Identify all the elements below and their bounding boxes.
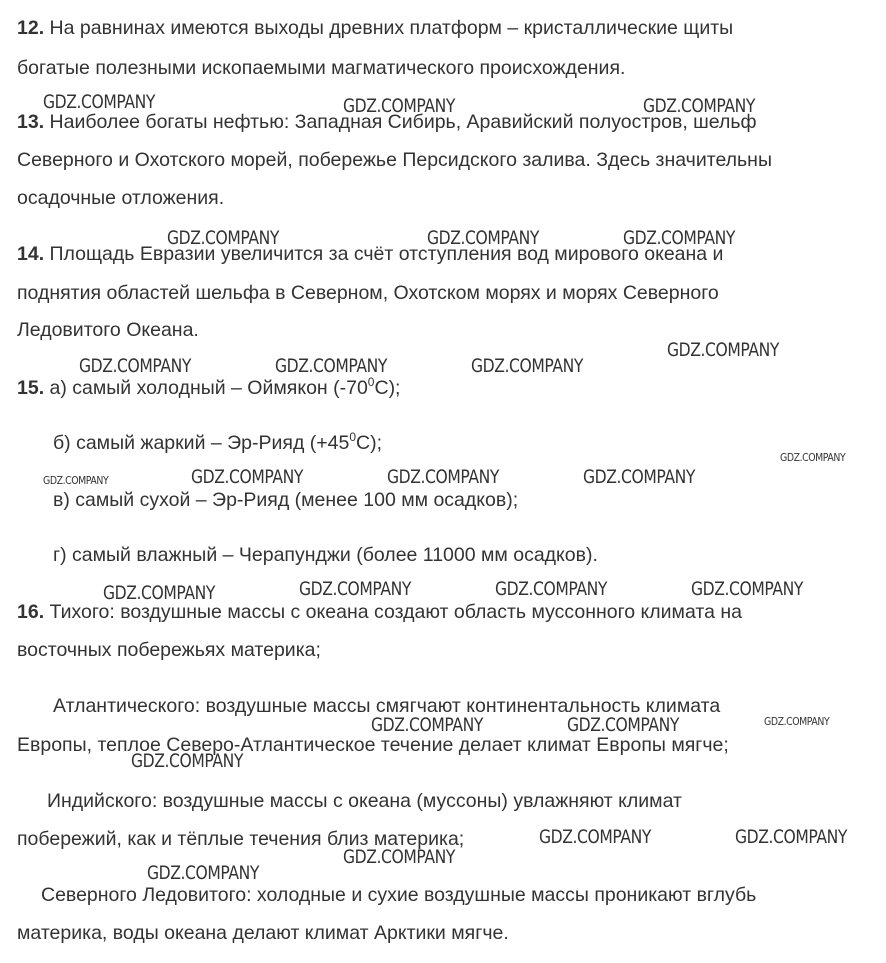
watermark: GDZ.COMPANY	[371, 714, 484, 736]
item-text: Наиболее богаты нефтью: Западная Сибирь, Аравийский полуостров, шельф	[49, 111, 757, 133]
item-number: 16.	[17, 601, 45, 623]
watermark: GDZ.COMPANY	[427, 227, 540, 249]
item-number: 12.	[17, 17, 45, 39]
watermark: GDZ.COMPANY	[691, 578, 804, 600]
item-16-line-8: материка, воды океана делают климат Арктики мягче.	[17, 922, 509, 944]
item-12-line-1	[17, 16, 733, 40]
item-12-line-2: богатые полезными ископаемыми магматического происхождения.	[17, 57, 626, 79]
watermark: GDZ.COMPANY	[643, 95, 756, 117]
watermark: GDZ.COMPANY	[43, 91, 156, 113]
watermark: GDZ.COMPANY	[299, 578, 412, 600]
item-13-line-2: Северного и Охотского морей, побережье Персидского залива. Здесь значительны	[17, 149, 772, 171]
item-16-line-3: Атлантического: воздушные массы смягчают континентальность климата	[53, 695, 721, 717]
watermark: GDZ.COMPANY	[539, 826, 652, 848]
watermark: GDZ.COMPANY	[780, 451, 846, 464]
watermark: GDZ.COMPANY	[735, 826, 848, 848]
item-text: На равнинах имеются выходы древних платформ – кристаллические щиты	[49, 17, 734, 39]
watermark: GDZ.COMPANY	[343, 95, 456, 117]
item-number: 15.	[17, 377, 45, 399]
item-text: а) самый холодный – Оймякон (-70	[49, 377, 368, 399]
item-16-line-7: Северного Ледовитого: холодные и сухие воздушные массы проникают вглубь	[41, 884, 757, 906]
watermark: GDZ.COMPANY	[147, 862, 260, 884]
watermark: GDZ.COMPANY	[131, 750, 244, 772]
watermark: GDZ.COMPANY	[103, 582, 216, 604]
watermark: GDZ.COMPANY	[275, 355, 388, 377]
watermark: GDZ.COMPANY	[623, 227, 736, 249]
watermark: GDZ.COMPANY	[583, 466, 696, 488]
item-16-line-6: побережий, как и тёплые течения близ материка;	[17, 828, 465, 850]
item-text: Тихого: воздушные массы с океана создают область муссонного климата на	[49, 601, 742, 623]
item-15-line-d: г) самый влажный – Черапунджи (более 11000 мм осадков).	[53, 544, 598, 566]
watermark: GDZ.COMPANY	[43, 474, 109, 487]
item-text: С);	[374, 377, 401, 399]
item-15-line-a	[17, 376, 400, 400]
item-14-line-1	[17, 242, 723, 266]
degree-sup: 0	[367, 375, 375, 389]
watermark: GDZ.COMPANY	[387, 466, 500, 488]
watermark: GDZ.COMPANY	[167, 227, 280, 249]
degree-sup: 0	[349, 430, 357, 444]
watermark: GDZ.COMPANY	[191, 466, 304, 488]
watermark: GDZ.COMPANY	[764, 715, 830, 728]
watermark: GDZ.COMPANY	[495, 578, 608, 600]
watermark: GDZ.COMPANY	[471, 355, 584, 377]
item-text: Площадь Евразии увеличится за счёт отступления вод мирового океана и	[49, 243, 724, 265]
item-14-line-3: Ледовитого Океана.	[17, 319, 199, 341]
item-15-line-c: в) самый сухой – Эр-Рияд (менее 100 мм осадков);	[53, 489, 519, 511]
watermark: GDZ.COMPANY	[343, 846, 456, 868]
watermark: GDZ.COMPANY	[567, 714, 680, 736]
item-15-line-b	[53, 431, 382, 455]
item-text: С);	[356, 432, 383, 454]
item-14-line-2: поднятия областей шельфа в Северном, Охотском морях и морях Северного	[17, 282, 719, 304]
item-text: б) самый жаркий – Эр-Рияд (+45	[53, 432, 350, 454]
item-number: 13.	[17, 111, 45, 133]
watermark: GDZ.COMPANY	[79, 355, 192, 377]
item-16-line-2: восточных побережьях материка;	[17, 639, 321, 661]
item-13-line-3: осадочные отложения.	[17, 187, 225, 209]
item-16-line-4: Европы, теплое Северо-Атлантическое течение делает климат Европы мягче;	[17, 734, 729, 756]
watermark: GDZ.COMPANY	[667, 339, 780, 361]
item-16-line-5: Индийского: воздушные массы с океана (муссоны) увлажняют климат	[47, 790, 682, 812]
item-number: 14.	[17, 243, 45, 265]
